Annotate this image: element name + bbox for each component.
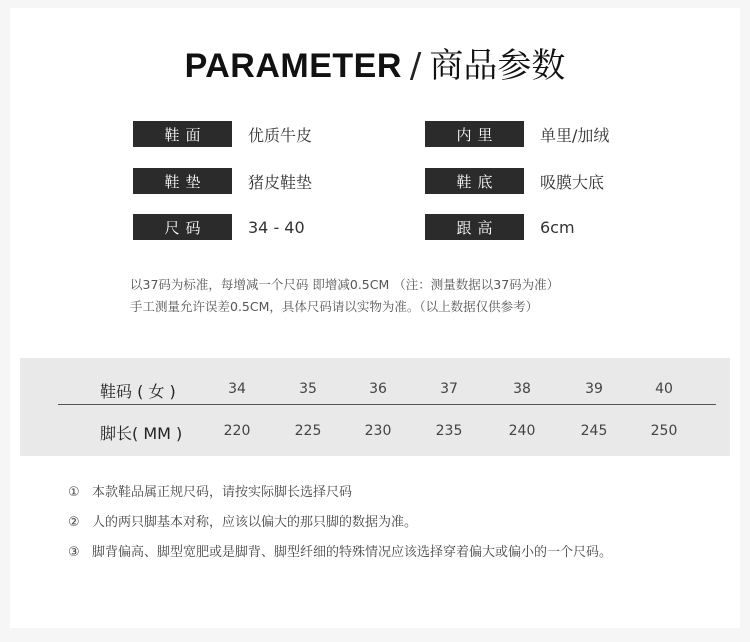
size-table <box>20 358 730 456</box>
param-label: 内里 <box>425 121 524 147</box>
tip-text: 本款鞋品属正规尺码，请按实际脚长选择尺码 <box>92 485 353 500</box>
param-value: 猪皮鞋垫 <box>248 172 313 192</box>
param-lining <box>425 121 609 147</box>
param-size-range <box>133 214 305 240</box>
size-row-header: 鞋码 ( 女 ) <box>100 382 176 401</box>
size-note-1: 以37码为标准，每增减一个尺码 即增减0.5CM （注：测量数据以37码为准） <box>130 277 560 292</box>
length-cell: 220 <box>223 423 251 439</box>
page-title <box>10 38 740 87</box>
tip-item <box>68 541 612 560</box>
title-english: PARAMETER <box>184 47 402 85</box>
param-label: 跟高 <box>425 214 524 240</box>
param-label: 鞋垫 <box>133 168 232 194</box>
param-value: 34 - 40 <box>248 217 305 237</box>
title-chinese: 商品参数 <box>429 46 566 86</box>
tip-number: ② <box>68 515 80 530</box>
tip-number: ① <box>68 485 80 500</box>
length-cell: 235 <box>435 423 463 439</box>
tip-text: 人的两只脚基本对称，应该以偏大的那只脚的数据为准。 <box>92 515 418 530</box>
tip-text: 脚背偏高、脚型宽肥或是脚背、脚型纤细的特殊情况应该选择穿着偏大或偏小的一个尺码。 <box>92 545 613 560</box>
table-divider <box>58 404 716 405</box>
tip-item <box>68 481 352 500</box>
title-separator: / <box>409 46 422 86</box>
size-cell: 34 <box>228 381 246 397</box>
size-note-2: 手工测量允许误差0.5CM，具体尺码请以实物为准。（以上数据仅供参考） <box>130 299 539 314</box>
param-label: 鞋底 <box>425 168 524 194</box>
length-cell: 245 <box>580 423 608 439</box>
tip-item <box>68 511 417 530</box>
length-cell: 225 <box>294 423 322 439</box>
size-cell: 39 <box>585 381 603 397</box>
size-cell: 38 <box>513 381 531 397</box>
length-cell: 230 <box>364 423 392 439</box>
length-cell: 250 <box>650 423 678 439</box>
param-value: 吸膜大底 <box>540 172 605 192</box>
param-insole <box>133 168 312 194</box>
size-cell: 40 <box>655 381 673 397</box>
param-label: 尺码 <box>133 214 232 240</box>
param-value: 优质牛皮 <box>248 125 313 145</box>
length-row-header: 脚长( MM ) <box>100 424 183 443</box>
length-row <box>20 412 730 452</box>
product-parameter-card <box>10 8 740 628</box>
param-outsole <box>425 168 604 194</box>
param-value: 6cm <box>540 217 575 237</box>
param-upper-material <box>133 121 312 147</box>
param-heel-height <box>425 214 575 240</box>
param-label: 鞋面 <box>133 121 232 147</box>
size-cell: 35 <box>299 381 317 397</box>
size-cell: 36 <box>369 381 387 397</box>
param-value: 单里/加绒 <box>540 125 610 145</box>
length-cell: 240 <box>508 423 536 439</box>
tip-number: ③ <box>68 545 80 560</box>
size-cell: 37 <box>440 381 458 397</box>
